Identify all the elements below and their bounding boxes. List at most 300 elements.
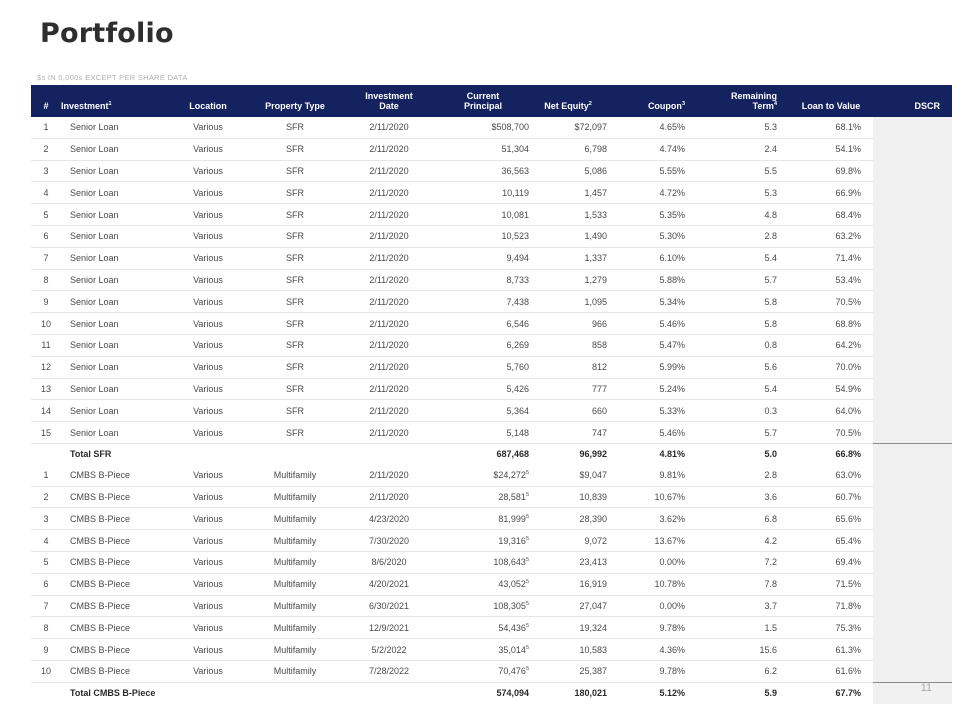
table-row xyxy=(31,551,952,573)
row-coupon: 5.55% xyxy=(607,160,697,182)
row-coupon: 5.30% xyxy=(607,225,697,247)
row-property-type: Multifamily xyxy=(249,530,341,552)
row-property-type: Multifamily xyxy=(249,660,341,682)
row-ltv: 54.9% xyxy=(789,378,873,400)
row-remaining-term: 6.2 xyxy=(697,660,789,682)
row-num: 10 xyxy=(31,313,61,335)
table-row xyxy=(31,465,952,486)
row-investment-date: 2/11/2020 xyxy=(341,225,437,247)
row-num: 1 xyxy=(31,465,61,486)
row-dscr xyxy=(873,247,952,269)
row-coupon: 9.78% xyxy=(607,617,697,639)
table-row xyxy=(31,313,952,335)
row-dscr xyxy=(873,660,952,682)
table-row xyxy=(31,356,952,378)
row-investment: Senior Loan xyxy=(61,117,167,138)
row-investment: Senior Loan xyxy=(61,138,167,160)
row-property-type: SFR xyxy=(249,117,341,138)
row-dscr xyxy=(873,400,952,422)
row-ltv: 69.4% xyxy=(789,551,873,573)
row-investment: Senior Loan xyxy=(61,160,167,182)
row-num: 6 xyxy=(31,573,61,595)
table-row xyxy=(31,117,952,138)
row-net-equity: 9,072 xyxy=(529,530,607,552)
row-remaining-term: 5.8 xyxy=(697,313,789,335)
row-property-type: SFR xyxy=(249,225,341,247)
row-remaining-term: 3.7 xyxy=(697,595,789,617)
total-location xyxy=(167,443,249,464)
row-net-equity: 19,324 xyxy=(529,617,607,639)
row-remaining-term: 4.2 xyxy=(697,530,789,552)
row-investment-date: 2/11/2020 xyxy=(341,400,437,422)
row-remaining-term: 5.4 xyxy=(697,378,789,400)
row-ltv: 61.3% xyxy=(789,639,873,661)
row-current-principal: 54,436$^5$ xyxy=(437,617,529,639)
row-investment: CMBS B-Piece xyxy=(61,617,167,639)
row-investment-date: 6/30/2021 xyxy=(341,595,437,617)
row-coupon: 3.62% xyxy=(607,508,697,530)
row-investment-date: 7/30/2020 xyxy=(341,530,437,552)
row-ltv: 53.4% xyxy=(789,269,873,291)
row-dscr xyxy=(873,160,952,182)
row-coupon: 5.24% xyxy=(607,378,697,400)
row-dscr xyxy=(873,182,952,204)
row-remaining-term: 5.4 xyxy=(697,247,789,269)
row-property-type: Multifamily xyxy=(249,617,341,639)
row-current-principal: 5,148 xyxy=(437,422,529,444)
table-row xyxy=(31,660,952,682)
row-net-equity: 10,583 xyxy=(529,639,607,661)
row-num: 7 xyxy=(31,247,61,269)
row-investment: CMBS B-Piece xyxy=(61,551,167,573)
row-remaining-term: 6.8 xyxy=(697,508,789,530)
row-net-equity: 1,457 xyxy=(529,182,607,204)
row-coupon: 5.46% xyxy=(607,313,697,335)
row-location: Various xyxy=(167,269,249,291)
row-dscr xyxy=(873,639,952,661)
table-row xyxy=(31,182,952,204)
row-dscr xyxy=(873,595,952,617)
total-current-principal: 574,094 xyxy=(437,682,529,703)
row-num: 9 xyxy=(31,639,61,661)
row-ltv: 75.3% xyxy=(789,617,873,639)
col-header-investment: Investment$^1$ xyxy=(61,101,112,111)
row-current-principal: 35,014$^5$ xyxy=(437,639,529,661)
row-current-principal: 5,426 xyxy=(437,378,529,400)
row-location: Various xyxy=(167,247,249,269)
row-net-equity: $9,047 xyxy=(529,465,607,486)
row-investment-date: 2/11/2020 xyxy=(341,247,437,269)
row-location: Various xyxy=(167,639,249,661)
row-net-equity: 28,390 xyxy=(529,508,607,530)
row-property-type: SFR xyxy=(249,160,341,182)
row-dscr xyxy=(873,465,952,486)
row-property-type: SFR xyxy=(249,247,341,269)
table-row xyxy=(31,530,952,552)
row-coupon: 5.88% xyxy=(607,269,697,291)
table-row xyxy=(31,595,952,617)
row-num: 8 xyxy=(31,617,61,639)
table-row xyxy=(31,573,952,595)
table-row xyxy=(31,486,952,508)
row-remaining-term: 0.8 xyxy=(697,334,789,356)
row-investment: CMBS B-Piece xyxy=(61,486,167,508)
row-current-principal: 5,760 xyxy=(437,356,529,378)
row-investment-date: 2/11/2020 xyxy=(341,160,437,182)
row-coupon: 13.67% xyxy=(607,530,697,552)
row-current-principal: 81,999$^5$ xyxy=(437,508,529,530)
row-investment: Senior Loan xyxy=(61,400,167,422)
row-investment-date: 5/2/2022 xyxy=(341,639,437,661)
table-row xyxy=(31,225,952,247)
total-net-equity: 96,992 xyxy=(529,443,607,464)
col-header-ltv: Loan to Value xyxy=(801,101,861,111)
row-investment-date: 2/11/2020 xyxy=(341,378,437,400)
row-dscr xyxy=(873,334,952,356)
row-property-type: Multifamily xyxy=(249,486,341,508)
row-coupon: 9.81% xyxy=(607,465,697,486)
row-num: 9 xyxy=(31,291,61,313)
row-current-principal: $24,272$^5$ xyxy=(437,465,529,486)
row-ltv: 71.4% xyxy=(789,247,873,269)
row-investment-date: 2/11/2020 xyxy=(341,269,437,291)
row-location: Various xyxy=(167,138,249,160)
row-net-equity: 966 xyxy=(529,313,607,335)
row-property-type: SFR xyxy=(249,400,341,422)
row-ltv: 64.0% xyxy=(789,400,873,422)
row-current-principal: $508,700 xyxy=(437,117,529,138)
row-investment-date: 2/11/2020 xyxy=(341,117,437,138)
row-property-type: SFR xyxy=(249,182,341,204)
row-investment: Senior Loan xyxy=(61,422,167,444)
row-property-type: Multifamily xyxy=(249,508,341,530)
row-location: Various xyxy=(167,400,249,422)
row-net-equity: 5,086 xyxy=(529,160,607,182)
row-investment-date: 4/23/2020 xyxy=(341,508,437,530)
row-ltv: 68.8% xyxy=(789,313,873,335)
row-dscr xyxy=(873,138,952,160)
row-ltv: 63.2% xyxy=(789,225,873,247)
row-remaining-term: 5.6 xyxy=(697,356,789,378)
row-investment: CMBS B-Piece xyxy=(61,530,167,552)
total-remaining-term: 5.0 xyxy=(697,443,789,464)
table-row xyxy=(31,269,952,291)
row-investment-date: 7/28/2022 xyxy=(341,660,437,682)
row-ltv: 68.4% xyxy=(789,204,873,226)
row-num: 6 xyxy=(31,225,61,247)
row-remaining-term: 2.4 xyxy=(697,138,789,160)
col-header-property-type: Property Type xyxy=(265,101,325,111)
row-location: Various xyxy=(167,225,249,247)
row-investment: Senior Loan xyxy=(61,225,167,247)
row-remaining-term: 5.3 xyxy=(697,182,789,204)
row-num: 15 xyxy=(31,422,61,444)
row-dscr xyxy=(873,551,952,573)
row-net-equity: 10,839 xyxy=(529,486,607,508)
table-row xyxy=(31,334,952,356)
row-dscr xyxy=(873,486,952,508)
row-num: 12 xyxy=(31,356,61,378)
table-row xyxy=(31,138,952,160)
row-dscr xyxy=(873,508,952,530)
col-header-remaining-term: Remaining Term$^4$ xyxy=(730,91,777,111)
row-location: Various xyxy=(167,422,249,444)
row-location: Various xyxy=(167,617,249,639)
total-dscr xyxy=(873,443,952,464)
row-net-equity: 1,337 xyxy=(529,247,607,269)
row-num: 14 xyxy=(31,400,61,422)
row-investment-date: 2/11/2020 xyxy=(341,422,437,444)
row-investment-date: 2/11/2020 xyxy=(341,465,437,486)
row-dscr xyxy=(873,291,952,313)
row-investment: Senior Loan xyxy=(61,356,167,378)
row-current-principal: 9,494 xyxy=(437,247,529,269)
row-location: Various xyxy=(167,182,249,204)
row-ltv: 66.9% xyxy=(789,182,873,204)
row-current-principal: 6,546 xyxy=(437,313,529,335)
row-ltv: 71.8% xyxy=(789,595,873,617)
row-dscr xyxy=(873,313,952,335)
table-row xyxy=(31,378,952,400)
total-investment-date xyxy=(341,443,437,464)
row-num: 2 xyxy=(31,486,61,508)
row-ltv: 70.0% xyxy=(789,356,873,378)
row-location: Various xyxy=(167,204,249,226)
row-investment-date: 2/11/2020 xyxy=(341,204,437,226)
table-row xyxy=(31,160,952,182)
row-property-type: SFR xyxy=(249,422,341,444)
row-current-principal: 5,364 xyxy=(437,400,529,422)
row-dscr xyxy=(873,617,952,639)
row-net-equity: 6,798 xyxy=(529,138,607,160)
col-header-investment-date: Investment Date xyxy=(365,91,413,111)
row-remaining-term: 2.8 xyxy=(697,465,789,486)
row-num: 3 xyxy=(31,160,61,182)
row-net-equity: 1,533 xyxy=(529,204,607,226)
row-current-principal: 7,438 xyxy=(437,291,529,313)
row-location: Various xyxy=(167,486,249,508)
row-remaining-term: 5.7 xyxy=(697,422,789,444)
total-coupon: 5.12% xyxy=(607,682,697,703)
row-net-equity: 16,919 xyxy=(529,573,607,595)
row-investment: Senior Loan xyxy=(61,247,167,269)
row-current-principal: 10,119 xyxy=(437,182,529,204)
row-location: Various xyxy=(167,313,249,335)
row-ltv: 70.5% xyxy=(789,422,873,444)
row-remaining-term: 0.3 xyxy=(697,400,789,422)
table-row xyxy=(31,508,952,530)
row-coupon: 4.65% xyxy=(607,117,697,138)
row-num: 7 xyxy=(31,595,61,617)
row-current-principal: 10,523 xyxy=(437,225,529,247)
row-net-equity: 660 xyxy=(529,400,607,422)
row-investment: CMBS B-Piece xyxy=(61,508,167,530)
row-remaining-term: 5.7 xyxy=(697,269,789,291)
row-net-equity: 812 xyxy=(529,356,607,378)
row-location: Various xyxy=(167,660,249,682)
row-location: Various xyxy=(167,551,249,573)
row-property-type: SFR xyxy=(249,334,341,356)
row-remaining-term: 7.2 xyxy=(697,551,789,573)
row-property-type: Multifamily xyxy=(249,573,341,595)
row-dscr xyxy=(873,225,952,247)
total-remaining-term: 5.9 xyxy=(697,682,789,703)
row-investment: Senior Loan xyxy=(61,313,167,335)
total-coupon: 4.81% xyxy=(607,443,697,464)
row-num: 3 xyxy=(31,508,61,530)
row-location: Various xyxy=(167,334,249,356)
total-label: Total SFR xyxy=(61,443,167,464)
row-net-equity: 777 xyxy=(529,378,607,400)
row-investment: Senior Loan xyxy=(61,182,167,204)
row-dscr xyxy=(873,573,952,595)
col-header-current-principal: Current Principal xyxy=(463,91,502,111)
col-header-coupon: Coupon$^3$ xyxy=(647,101,685,111)
total-row xyxy=(31,443,952,464)
row-num: 10 xyxy=(31,660,61,682)
row-current-principal: 8,733 xyxy=(437,269,529,291)
row-num: 13 xyxy=(31,378,61,400)
row-net-equity: 747 xyxy=(529,422,607,444)
row-num: 11 xyxy=(31,334,61,356)
row-coupon: 5.47% xyxy=(607,334,697,356)
total-row xyxy=(31,682,952,703)
row-current-principal: 19,316$^5$ xyxy=(437,530,529,552)
row-location: Various xyxy=(167,465,249,486)
row-num: 5 xyxy=(31,204,61,226)
row-investment-date: 2/11/2020 xyxy=(341,138,437,160)
row-coupon: 10.67% xyxy=(607,486,697,508)
row-remaining-term: 3.6 xyxy=(697,486,789,508)
row-property-type: SFR xyxy=(249,138,341,160)
row-property-type: SFR xyxy=(249,269,341,291)
row-net-equity: 1,490 xyxy=(529,225,607,247)
total-investment-date xyxy=(341,682,437,703)
row-investment-date: 2/11/2020 xyxy=(341,313,437,335)
total-property-type xyxy=(249,443,341,464)
row-location: Various xyxy=(167,378,249,400)
row-net-equity: 25,387 xyxy=(529,660,607,682)
row-investment: Senior Loan xyxy=(61,334,167,356)
table-subtitle: $s IN 0,000s EXCEPT PER SHARE DATA xyxy=(37,73,188,82)
row-coupon: 9.78% xyxy=(607,660,697,682)
row-ltv: 64.2% xyxy=(789,334,873,356)
row-coupon: 0.00% xyxy=(607,551,697,573)
page-number: 11 xyxy=(920,682,932,694)
page-title: Portfolio xyxy=(40,18,174,49)
total-net-equity: 180,021 xyxy=(529,682,607,703)
table-row xyxy=(31,204,952,226)
row-dscr xyxy=(873,422,952,444)
row-ltv: 71.5% xyxy=(789,573,873,595)
row-remaining-term: 7.8 xyxy=(697,573,789,595)
row-coupon: 5.46% xyxy=(607,422,697,444)
row-current-principal: 108,305$^5$ xyxy=(437,595,529,617)
row-ltv: 70.5% xyxy=(789,291,873,313)
row-current-principal: 28,581$^5$ xyxy=(437,486,529,508)
row-current-principal: 10,081 xyxy=(437,204,529,226)
row-property-type: Multifamily xyxy=(249,639,341,661)
col-header-num: # xyxy=(43,101,49,111)
row-net-equity: 858 xyxy=(529,334,607,356)
row-dscr xyxy=(873,530,952,552)
row-investment-date: 2/11/2020 xyxy=(341,486,437,508)
total-num xyxy=(31,443,61,464)
row-coupon: 0.00% xyxy=(607,595,697,617)
table-row xyxy=(31,617,952,639)
col-header-location: Location xyxy=(189,101,227,111)
row-current-principal: 70,476$^5$ xyxy=(437,660,529,682)
total-label: Total CMBS B-Piece xyxy=(61,682,167,703)
row-remaining-term: 2.8 xyxy=(697,225,789,247)
row-net-equity: 1,279 xyxy=(529,269,607,291)
row-location: Various xyxy=(167,291,249,313)
row-property-type: Multifamily xyxy=(249,551,341,573)
row-num: 2 xyxy=(31,138,61,160)
row-location: Various xyxy=(167,117,249,138)
row-ltv: 69.8% xyxy=(789,160,873,182)
row-investment: Senior Loan xyxy=(61,269,167,291)
total-num xyxy=(31,682,61,703)
row-current-principal: 6,269 xyxy=(437,334,529,356)
row-coupon: 5.35% xyxy=(607,204,697,226)
total-location xyxy=(167,682,249,703)
row-current-principal: 108,643$^5$ xyxy=(437,551,529,573)
row-location: Various xyxy=(167,160,249,182)
portfolio-table xyxy=(31,85,952,704)
table-body xyxy=(31,117,952,704)
row-location: Various xyxy=(167,573,249,595)
row-current-principal: 51,304 xyxy=(437,138,529,160)
total-ltv: 67.7% xyxy=(789,682,873,703)
row-num: 4 xyxy=(31,182,61,204)
row-investment-date: 4/20/2021 xyxy=(341,573,437,595)
total-current-principal: 687,468 xyxy=(437,443,529,464)
row-num: 4 xyxy=(31,530,61,552)
row-location: Various xyxy=(167,595,249,617)
row-property-type: SFR xyxy=(249,291,341,313)
row-ltv: 61.6% xyxy=(789,660,873,682)
table-row xyxy=(31,247,952,269)
col-header-dscr: DSCR xyxy=(914,101,940,111)
row-property-type: SFR xyxy=(249,378,341,400)
row-dscr xyxy=(873,204,952,226)
row-location: Various xyxy=(167,530,249,552)
row-net-equity: $72,097 xyxy=(529,117,607,138)
row-remaining-term: 5.5 xyxy=(697,160,789,182)
row-dscr xyxy=(873,117,952,138)
table-row xyxy=(31,422,952,444)
row-current-principal: 36,563 xyxy=(437,160,529,182)
row-investment: CMBS B-Piece xyxy=(61,465,167,486)
row-investment: CMBS B-Piece xyxy=(61,595,167,617)
total-ltv: 66.8% xyxy=(789,443,873,464)
row-coupon: 6.10% xyxy=(607,247,697,269)
row-num: 8 xyxy=(31,269,61,291)
row-coupon: 4.74% xyxy=(607,138,697,160)
row-property-type: SFR xyxy=(249,204,341,226)
table-header-row xyxy=(31,85,952,117)
row-investment: CMBS B-Piece xyxy=(61,573,167,595)
row-coupon: 5.34% xyxy=(607,291,697,313)
row-ltv: 63.0% xyxy=(789,465,873,486)
row-location: Various xyxy=(167,356,249,378)
total-property-type xyxy=(249,682,341,703)
row-dscr xyxy=(873,269,952,291)
row-investment-date: 8/6/2020 xyxy=(341,551,437,573)
row-current-principal: 43,052$^5$ xyxy=(437,573,529,595)
total-dscr xyxy=(873,682,952,703)
